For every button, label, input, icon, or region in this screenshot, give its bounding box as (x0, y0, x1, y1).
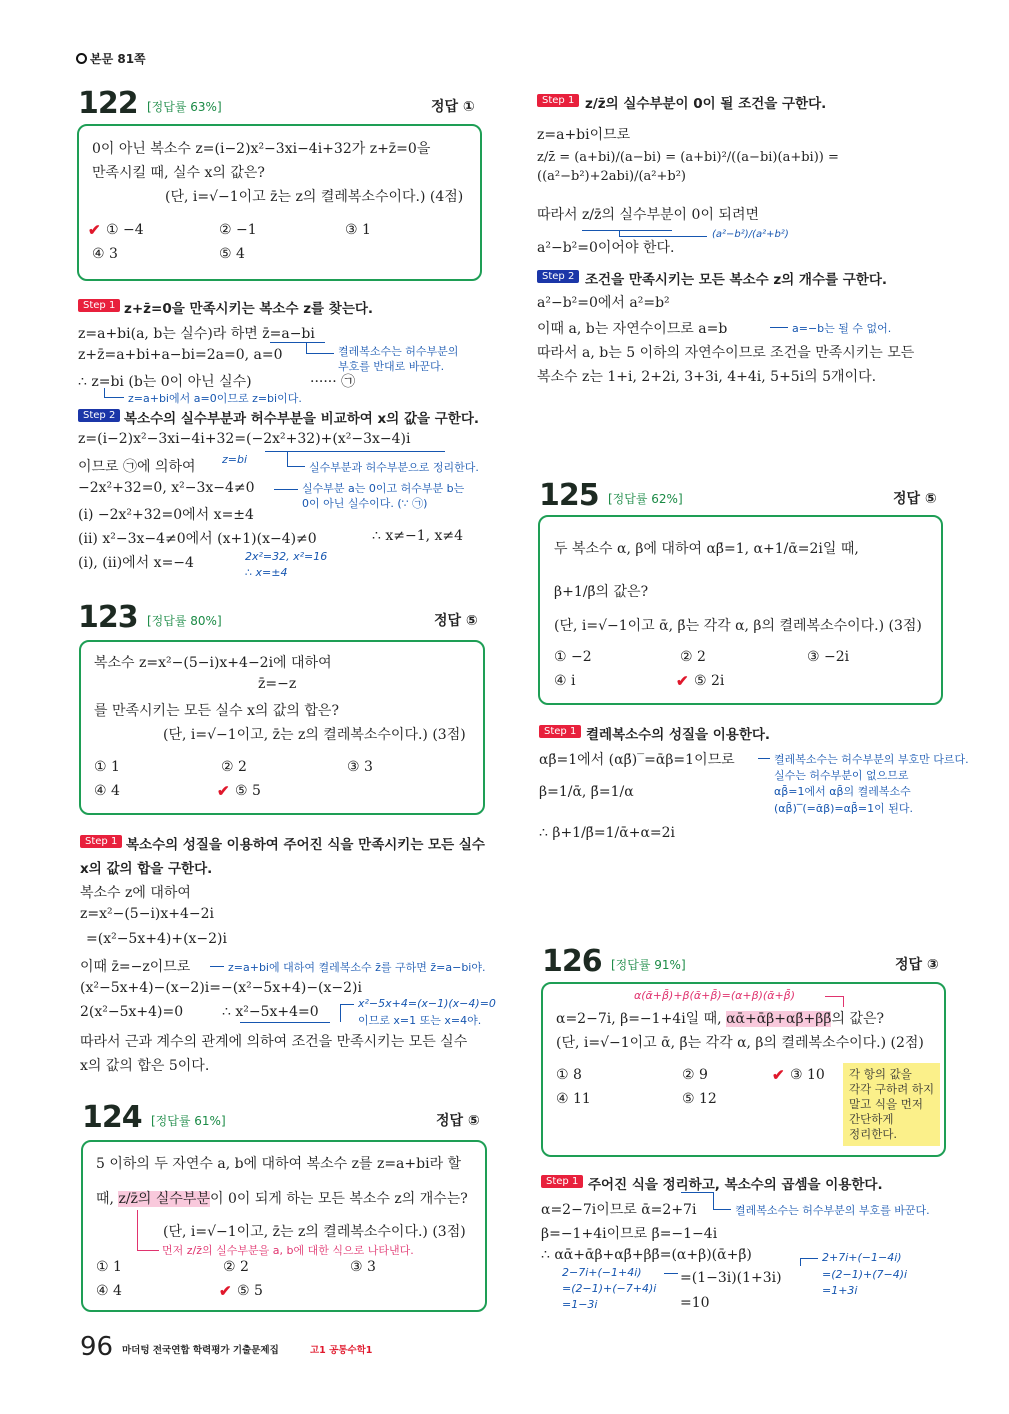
annotation-note: αβ̄=1에서 αβ̄의 켤레복소수 (774, 785, 911, 798)
step-badge: Step 1 (537, 94, 579, 107)
question-text: 때, (96, 1191, 114, 1207)
question-line: 를 만족시키는 모든 실수 x의 값의 합은? (94, 703, 339, 719)
solution-line: 이때 z̄=−z이므로 (80, 959, 191, 975)
annotation-arrow (210, 966, 224, 967)
solution-line: (x²−5x+4)−(x−2)i=−(x²−5x+4)−(x−2)i (80, 980, 362, 996)
step-title: 조건을 만족시키는 모든 복소수 z의 개수를 구한다. (585, 272, 888, 288)
solution-line: α=2−7i이므로 ᾱ=2+7i (541, 1202, 697, 1218)
tip-line: 말고 식을 먼저 (849, 1097, 923, 1111)
solution-line: 이므로 ㉠에 의하여 (78, 459, 196, 475)
solution-line: (i), (ii)에서 x=−4 (78, 555, 194, 571)
annotation-arrow (340, 1004, 354, 1005)
solution-line: 이때 a, b는 자연수이므로 a=b (537, 321, 728, 337)
annotation-line (270, 342, 325, 343)
solution-line: 복소수 z는 1+i, 2+2i, 3+3i, 4+4i, 5+5i의 5개이다. (537, 369, 877, 385)
answer-label: 정답 ⑤ (434, 613, 478, 629)
question-line: 0이 아닌 복소수 z=(i−2)x²−3xi−4i+32가 z+z̄=0을 (92, 141, 431, 157)
annotation-line (240, 1022, 330, 1023)
question-line: 복소수 z=x²−(5−i)x+4−2i에 대하여 (94, 655, 332, 671)
annotation-note: 0이 아닌 실수이다. (∵ ㉠) (302, 497, 428, 510)
question-line: z̄=−z (258, 676, 297, 692)
question-line (556, 1008, 884, 1028)
tip-line: 각 항의 값을 (849, 1067, 912, 1081)
choice-4[interactable]: ④ 3 (92, 246, 118, 262)
choice-3[interactable]: ③ 10 (790, 1067, 825, 1083)
annotation-note: ∴ x=±4 (245, 566, 288, 579)
correct-rate: [정답률 63%] (147, 100, 222, 114)
choice-2[interactable]: ② −1 (219, 222, 257, 238)
question-line: (단, i=√−1이고, z̄는 z의 켤레복소수이다.) (3점) (163, 727, 466, 743)
question-line: β+1/β̄의 값은? (554, 584, 649, 600)
annotation-arrow (104, 397, 124, 398)
choice-2[interactable]: ② 2 (680, 649, 706, 665)
question-line (96, 1188, 468, 1208)
annotation-note: =(2−1)+(7−4)i (822, 1268, 908, 1281)
choice-5[interactable]: ⑤ 5 (237, 1283, 263, 1299)
annotation-line (306, 342, 307, 353)
question-text: α=2−7i, β=−1+4i일 때, (556, 1011, 722, 1027)
check-mark-icon: ✔ (676, 672, 689, 690)
solution-line: =(1−3i)(1+3i) (680, 1270, 782, 1286)
step-badge: Step 2 (78, 409, 120, 422)
solution-line: ∴ z=bi (b는 0이 아닌 실수) (78, 374, 252, 390)
solution-line: β=1/ᾱ, β̄=1/α (539, 784, 634, 800)
choice-1[interactable]: ① −4 (106, 222, 144, 238)
check-mark-icon: ✔ (217, 782, 230, 800)
choice-3[interactable]: ③ 1 (345, 222, 371, 238)
choice-1[interactable]: ① 8 (556, 1067, 582, 1083)
problem-number: 124 (82, 1100, 142, 1135)
correct-rate: [정답률 62%] (608, 492, 683, 506)
annotation-note: x²−5x+4=(x−1)(x−4)=0 (358, 997, 496, 1010)
solution-line: 따라서 근과 계수의 관계에 의하여 조건을 만족시키는 모든 실수 (80, 1034, 468, 1050)
answer-label: 정답 ③ (895, 957, 939, 973)
solution-line: ∴ x≠−1, x≠4 (372, 528, 464, 544)
choice-2[interactable]: ② 9 (682, 1067, 708, 1083)
annotation-note: 실수는 허수부분이 없으므로 (774, 769, 909, 782)
annotation-arrow (713, 1209, 731, 1210)
step-title: z+z̄=0을 만족시키는 복소수 z를 찾는다. (124, 301, 374, 317)
tip-sticky-note (843, 1063, 940, 1146)
step-title: z/z̄의 실수부분이 0이 될 조건을 구한다. (585, 96, 827, 112)
choice-5[interactable]: ⑤ 4 (219, 246, 245, 262)
question-line: 만족시킬 때, 실수 x의 값은? (92, 165, 265, 181)
annotation-arrow (274, 489, 298, 490)
annotation-note: (αβ̄)‾(=ᾱβ)=αβ̄=1이 된다. (774, 802, 913, 815)
annotation-line (800, 1258, 801, 1266)
step-title: 복소수의 성질을 이용하여 주어진 식을 만족시키는 모든 실수 (126, 837, 485, 853)
correct-rate: [정답률 91%] (611, 958, 686, 972)
problem-number: 122 (78, 86, 138, 121)
annotation-line (843, 996, 844, 1007)
annotation-arrow (800, 1258, 818, 1259)
solution-line: a²−b²=0이어야 한다. (537, 240, 675, 256)
annotation-note: 2−7i+(−1+4i) (562, 1266, 642, 1279)
annotation-arrow (619, 236, 707, 237)
choice-1[interactable]: ① −2 (554, 649, 592, 665)
annotation-note: 2x²=32, x²=16 (245, 550, 328, 563)
annotation-note: z=a+bi에서 a=0이므로 z=bi이다. (128, 392, 302, 405)
annotation-note: (a²−b²)/(a²+b²) (712, 229, 789, 240)
problem-number: 126 (542, 944, 602, 979)
annotation-note: 부호를 반대로 바꾼다. (338, 360, 445, 373)
question-text: 의 값은? (831, 1011, 885, 1027)
annotation-arrow (758, 758, 770, 759)
book-subject: 고1 공통수학1 (310, 1345, 373, 1356)
annotation-line (582, 230, 672, 231)
solution-line: ∴ x²−5x+4=0 (222, 1004, 319, 1020)
step-badge: Step 1 (541, 1175, 583, 1188)
check-mark-icon: ✔ (219, 1282, 232, 1300)
question-line: (단, i=√−1이고 ᾱ, β̄는 각각 α, β의 켤레복소수이다.) (2점) (556, 1035, 924, 1051)
annotation-note: z=bi (222, 453, 248, 466)
problem-number: 125 (539, 478, 599, 513)
solution-line: =(x²−5x+4)+(x−2)i (86, 931, 227, 947)
choice-5[interactable]: ⑤ 5 (235, 783, 261, 799)
step-title: 켤레복소수의 성질을 이용한다. (586, 727, 771, 743)
annotation-note: 켤레복소수는 허수부분의 부호만 다르다. (774, 753, 969, 766)
annotation-note: 이므로 x=1 또는 x=4야. (358, 1014, 482, 1027)
step-title-cont: x의 값의 합을 구한다. (80, 861, 213, 877)
choice-4[interactable]: ④ 4 (94, 783, 120, 799)
annotation-arrow (770, 327, 788, 328)
correct-rate: [정답률 80%] (147, 614, 222, 628)
choice-2[interactable]: ② 2 (223, 1259, 249, 1275)
tip-line: 정리한다. (849, 1127, 898, 1141)
page-number: 96 (80, 1332, 114, 1362)
solution-line: ······ ㉠ (310, 374, 356, 390)
annotation-line (265, 451, 445, 452)
solution-line: (i) −2x²+32=0에서 x=±4 (78, 507, 254, 523)
annotation-note: 켤레복소수는 허수부분의 (338, 345, 459, 358)
choice-4[interactable]: ④ 4 (96, 1283, 122, 1299)
choice-4[interactable]: ④ 11 (556, 1091, 591, 1107)
solution-line: z=(i−2)x²−3xi−4i+32=(−2x²+32)+(x²−3x−4)i (78, 431, 411, 447)
solution-line: z=x²−(5−i)x+4−2i (80, 906, 215, 922)
annotation-arrow (306, 353, 334, 354)
solution-line: z=a+bi이므로 (537, 127, 631, 143)
question-line: 5 이하의 두 자연수 a, b에 대하여 복소수 z를 z=a+bi라 할 (96, 1156, 462, 1172)
answer-label: 정답 ① (431, 99, 475, 115)
question-text: 이 0이 되게 하는 모든 복소수 z의 개수는? (209, 1191, 468, 1207)
circle-bullet-icon (76, 53, 87, 64)
answer-label: 정답 ⑤ (893, 491, 937, 507)
choice-1[interactable]: ① 1 (94, 759, 120, 775)
tip-line: 각각 구하려 하지 (849, 1082, 935, 1096)
highlight: z/z̄의 실수부분 (118, 1191, 210, 1207)
solution-line: ∴ αᾱ+ᾱβ+αβ̄+ββ̄=(α+β)(ᾱ+β̄) (541, 1247, 752, 1263)
question-line: (단, i=√−1이고 ᾱ, β̄는 각각 α, β의 켤레복소수이다.) (3점) (554, 618, 922, 634)
annotation-arrow (825, 996, 843, 997)
choice-5[interactable]: ⑤ 2i (694, 673, 725, 689)
solution-line: z+z̄=a+bi+a−bi=2a=0, a=0 (78, 347, 283, 363)
question-line: 두 복소수 α, β에 대하여 αβ̄=1, α+1/ᾱ=2i일 때, (554, 541, 859, 557)
step-title: 주어진 식을 정리하고, 복소수의 곱셈을 이용한다. (588, 1177, 883, 1193)
choice-3[interactable]: ③ 3 (347, 759, 373, 775)
solution-line: 따라서 a, b는 5 이하의 자연수이므로 조건을 만족시키는 모든 (537, 345, 915, 361)
choice-5[interactable]: ⑤ 12 (682, 1091, 717, 1107)
step-badge: Step 1 (80, 835, 122, 848)
problem-number: 123 (78, 600, 138, 635)
annotation-note: =1+3i (822, 1284, 858, 1297)
annotation-note: 실수부분 a는 0이고 허수부분 b는 (302, 482, 465, 495)
solution-line: −2x²+32=0, x²−3x−4≠0 (78, 480, 255, 496)
annotation-arrow (664, 1273, 678, 1274)
choice-3[interactable]: ③ −2i (807, 649, 850, 665)
section-ref (76, 50, 146, 67)
solution-line: x의 값의 합은 5이다. (80, 1058, 210, 1074)
solution-line: β=−1+4i이므로 β̄=−1−4i (541, 1226, 718, 1242)
annotation-line (713, 1192, 714, 1209)
annotation-note: a=−b는 될 수 없어. (792, 322, 892, 335)
check-mark-icon: ✔ (88, 221, 101, 239)
solution-line: =10 (680, 1295, 710, 1311)
factoring-note: α(ᾱ+β̄)+β(ᾱ+β̄)=(α+β)(ᾱ+β̄) (634, 989, 795, 1002)
highlight: αᾱ+ᾱβ+αβ̄+ββ̄ (726, 1011, 832, 1027)
annotation-line (681, 1192, 713, 1193)
annotation-arrow (287, 466, 305, 467)
solution-line: 따라서 z/z̄의 실수부분이 0이 되려면 (537, 207, 759, 223)
book-title: 마더텅 전국연합 학력평가 기출문제집 (122, 1345, 279, 1356)
step-badge: Step 2 (537, 270, 579, 283)
choice-3[interactable]: ③ 3 (350, 1259, 376, 1275)
choice-2[interactable]: ② 2 (221, 759, 247, 775)
hint-note: 먼저 z/z̄의 실수부분을 a, b에 대한 식으로 나타낸다. (162, 1244, 414, 1257)
annotation-line (104, 388, 105, 397)
check-mark-icon: ✔ (772, 1066, 785, 1084)
annotation-line (287, 451, 288, 466)
solution-line: z=a+bi(a, b는 실수)라 하면 z̄=a−bi (78, 326, 315, 342)
solution-line: (ii) x²−3x−4≠0에서 (x+1)(x−4)≠0 (78, 531, 317, 547)
question-line: (단, i=√−1이고, z̄는 z의 켤레복소수이다.) (3점) (163, 1224, 466, 1240)
solution-line: z/z̄ = (a+bi)/(a−bi) = (a+bi)²/((a−bi)(a+bi)) = ((a²−b²)+2abi)/(a²+b²) (537, 150, 839, 184)
choice-1[interactable]: ① 1 (96, 1259, 122, 1275)
step-badge: Step 1 (539, 725, 581, 738)
annotation-note: 켤레복소수는 허수부분의 부호를 바꾼다. (735, 1204, 930, 1217)
choice-4[interactable]: ④ i (554, 673, 576, 689)
annotation-arrow (137, 1250, 159, 1251)
annotation-note: =1−3i (562, 1298, 598, 1311)
question-line: (단, i=√−1이고 z̄는 z의 켤레복소수이다.) (4점) (165, 189, 464, 205)
solution-line: ∴ β+1/β̄=1/ᾱ+α=2i (539, 825, 676, 841)
solution-line: a²−b²=0에서 a²=b² (537, 295, 670, 311)
section-ref-text: 본문 81쪽 (90, 52, 146, 66)
answer-label: 정답 ⑤ (436, 1113, 480, 1129)
annotation-note: z=a+bi에 대하여 켤레복소수 z̄를 구하면 z̄=a−bi야. (228, 961, 486, 974)
annotation-note: 실수부분과 허수부분으로 정리한다. (309, 461, 479, 474)
step-title: 복소수의 실수부분과 허수부분을 비교하여 x의 값을 구한다. (124, 411, 480, 427)
annotation-note: 2+7i+(−1−4i) (822, 1251, 902, 1264)
solution-line: αβ̄=1에서 (αβ̄)‾=ᾱβ=1이므로 (539, 752, 735, 768)
tip-line: 간단하게 (849, 1112, 894, 1126)
annotation-line (340, 1004, 341, 1022)
correct-rate: [정답률 61%] (151, 1114, 226, 1128)
solution-line: 2(x²−5x+4)=0 (80, 1004, 184, 1020)
solution-line: 복소수 z에 대하여 (80, 885, 191, 901)
annotation-note: =(2−1)+(−7+4)i (562, 1282, 657, 1295)
annotation-line (137, 1210, 138, 1250)
step-badge: Step 1 (78, 299, 120, 312)
